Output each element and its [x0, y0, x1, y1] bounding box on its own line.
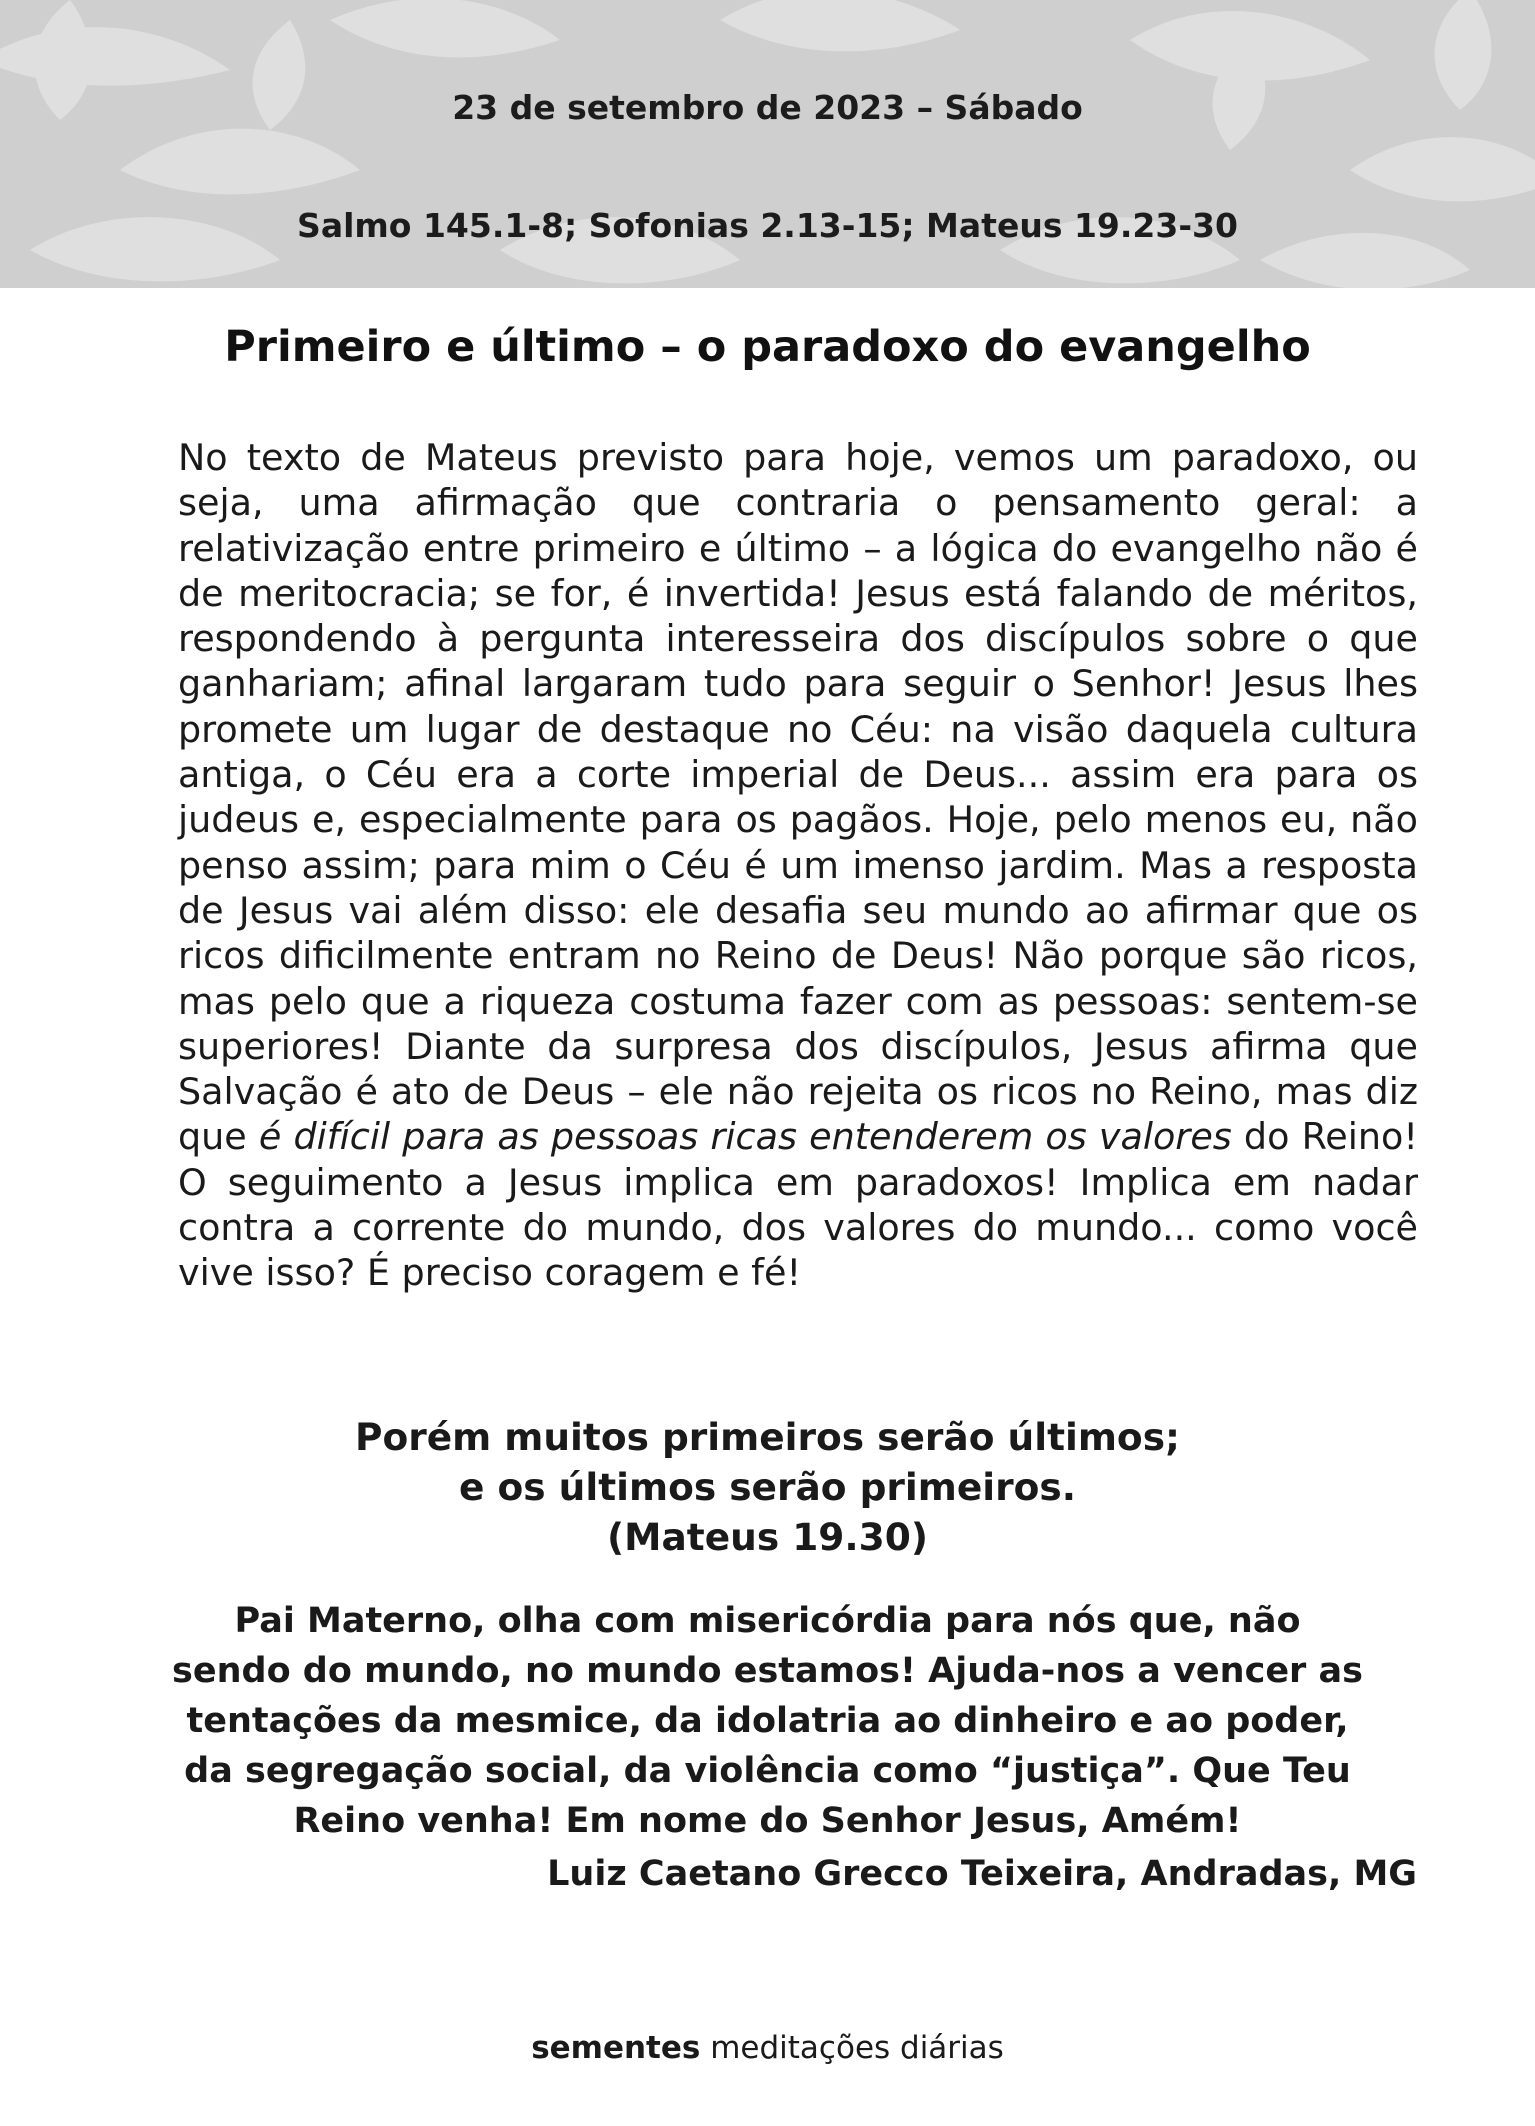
verse-line-2: e os últimos serão primeiros. [459, 1465, 1076, 1509]
bible-readings: Salmo 145.1-8; Sofonias 2.13-15; Mateus 19.23-30 [297, 206, 1238, 245]
footer-tagline: meditações diárias [710, 2030, 1004, 2066]
meditation-body [178, 435, 1418, 1296]
body-text-part1: No texto de Mateus previsto para hoje, vemos um paradoxo, ou seja, uma afirmação que contraria o pensamento geral: a relativização entre primeiro e último – a lógica do evangelho não é de meritocracia; se for, é invertida! Jesus está falando de méritos, respondendo à pergunta interesseira dos discípulos sobre o que ganhariam; afinal largaram tudo para seguir o Senhor! Jesus lhes promete um lugar de destaque no Céu: na visão daquela cultura antiga, o Céu era a corte imperial de Deus... assim era para os judeus e, especialmente para os pagãos. Hoje, pelo menos eu, não penso assim; para mim o Céu é um imenso jardim. Mas a resposta de Jesus vai além disso: ele desafia seu mundo ao afirmar que os ricos dificilmente entram no Reino de Deus! Não porque são ricos, mas pelo que a riqueza costuma fazer com as pessoas: sentem-se superiores! Diante da surpresa dos discípulos, Jesus afirma que Salvação é ato de Deus – ele não rejeita os ricos no Reino, mas diz que [178, 436, 1418, 1159]
verse-reference: (Mateus 19.30) [607, 1515, 928, 1559]
footer-brand: sementes [531, 2030, 701, 2066]
page-date: 23 de setembro de 2023 – Sábado [452, 88, 1083, 127]
body-text-part2: do Reino! O seguimento a Jesus implica em paradoxos! Implica em nadar contra a corrente do mundo, dos valores do mundo... como você vive isso? É preciso coragem e fé! [178, 1115, 1418, 1295]
verse-line-1: Porém muitos primeiros serão últimos; [354, 1415, 1181, 1459]
key-verse [0, 1412, 1535, 1562]
footer [0, 2030, 1535, 2066]
prayer: Pai Materno, olha com misericórdia para nós que, não sendo do mundo, no mundo estamos! Ajuda-nos a vencer as tentações da mesmice, da idolatria ao dinheiro e ao poder, da segregação social, da violência como “justiça”. Que Teu Reino venha! Em nome do Senhor Jesus, Amém! [172, 1601, 1363, 1841]
meditation-title: Primeiro e último – o paradoxo do evangelho [224, 322, 1311, 372]
author-signature: Luiz Caetano Grecco Teixeira, Andradas, MG [547, 1854, 1417, 1894]
header-band [0, 0, 1535, 288]
body-text-italic: é difícil para as pessoas ricas entenderem os valores [258, 1115, 1232, 1159]
